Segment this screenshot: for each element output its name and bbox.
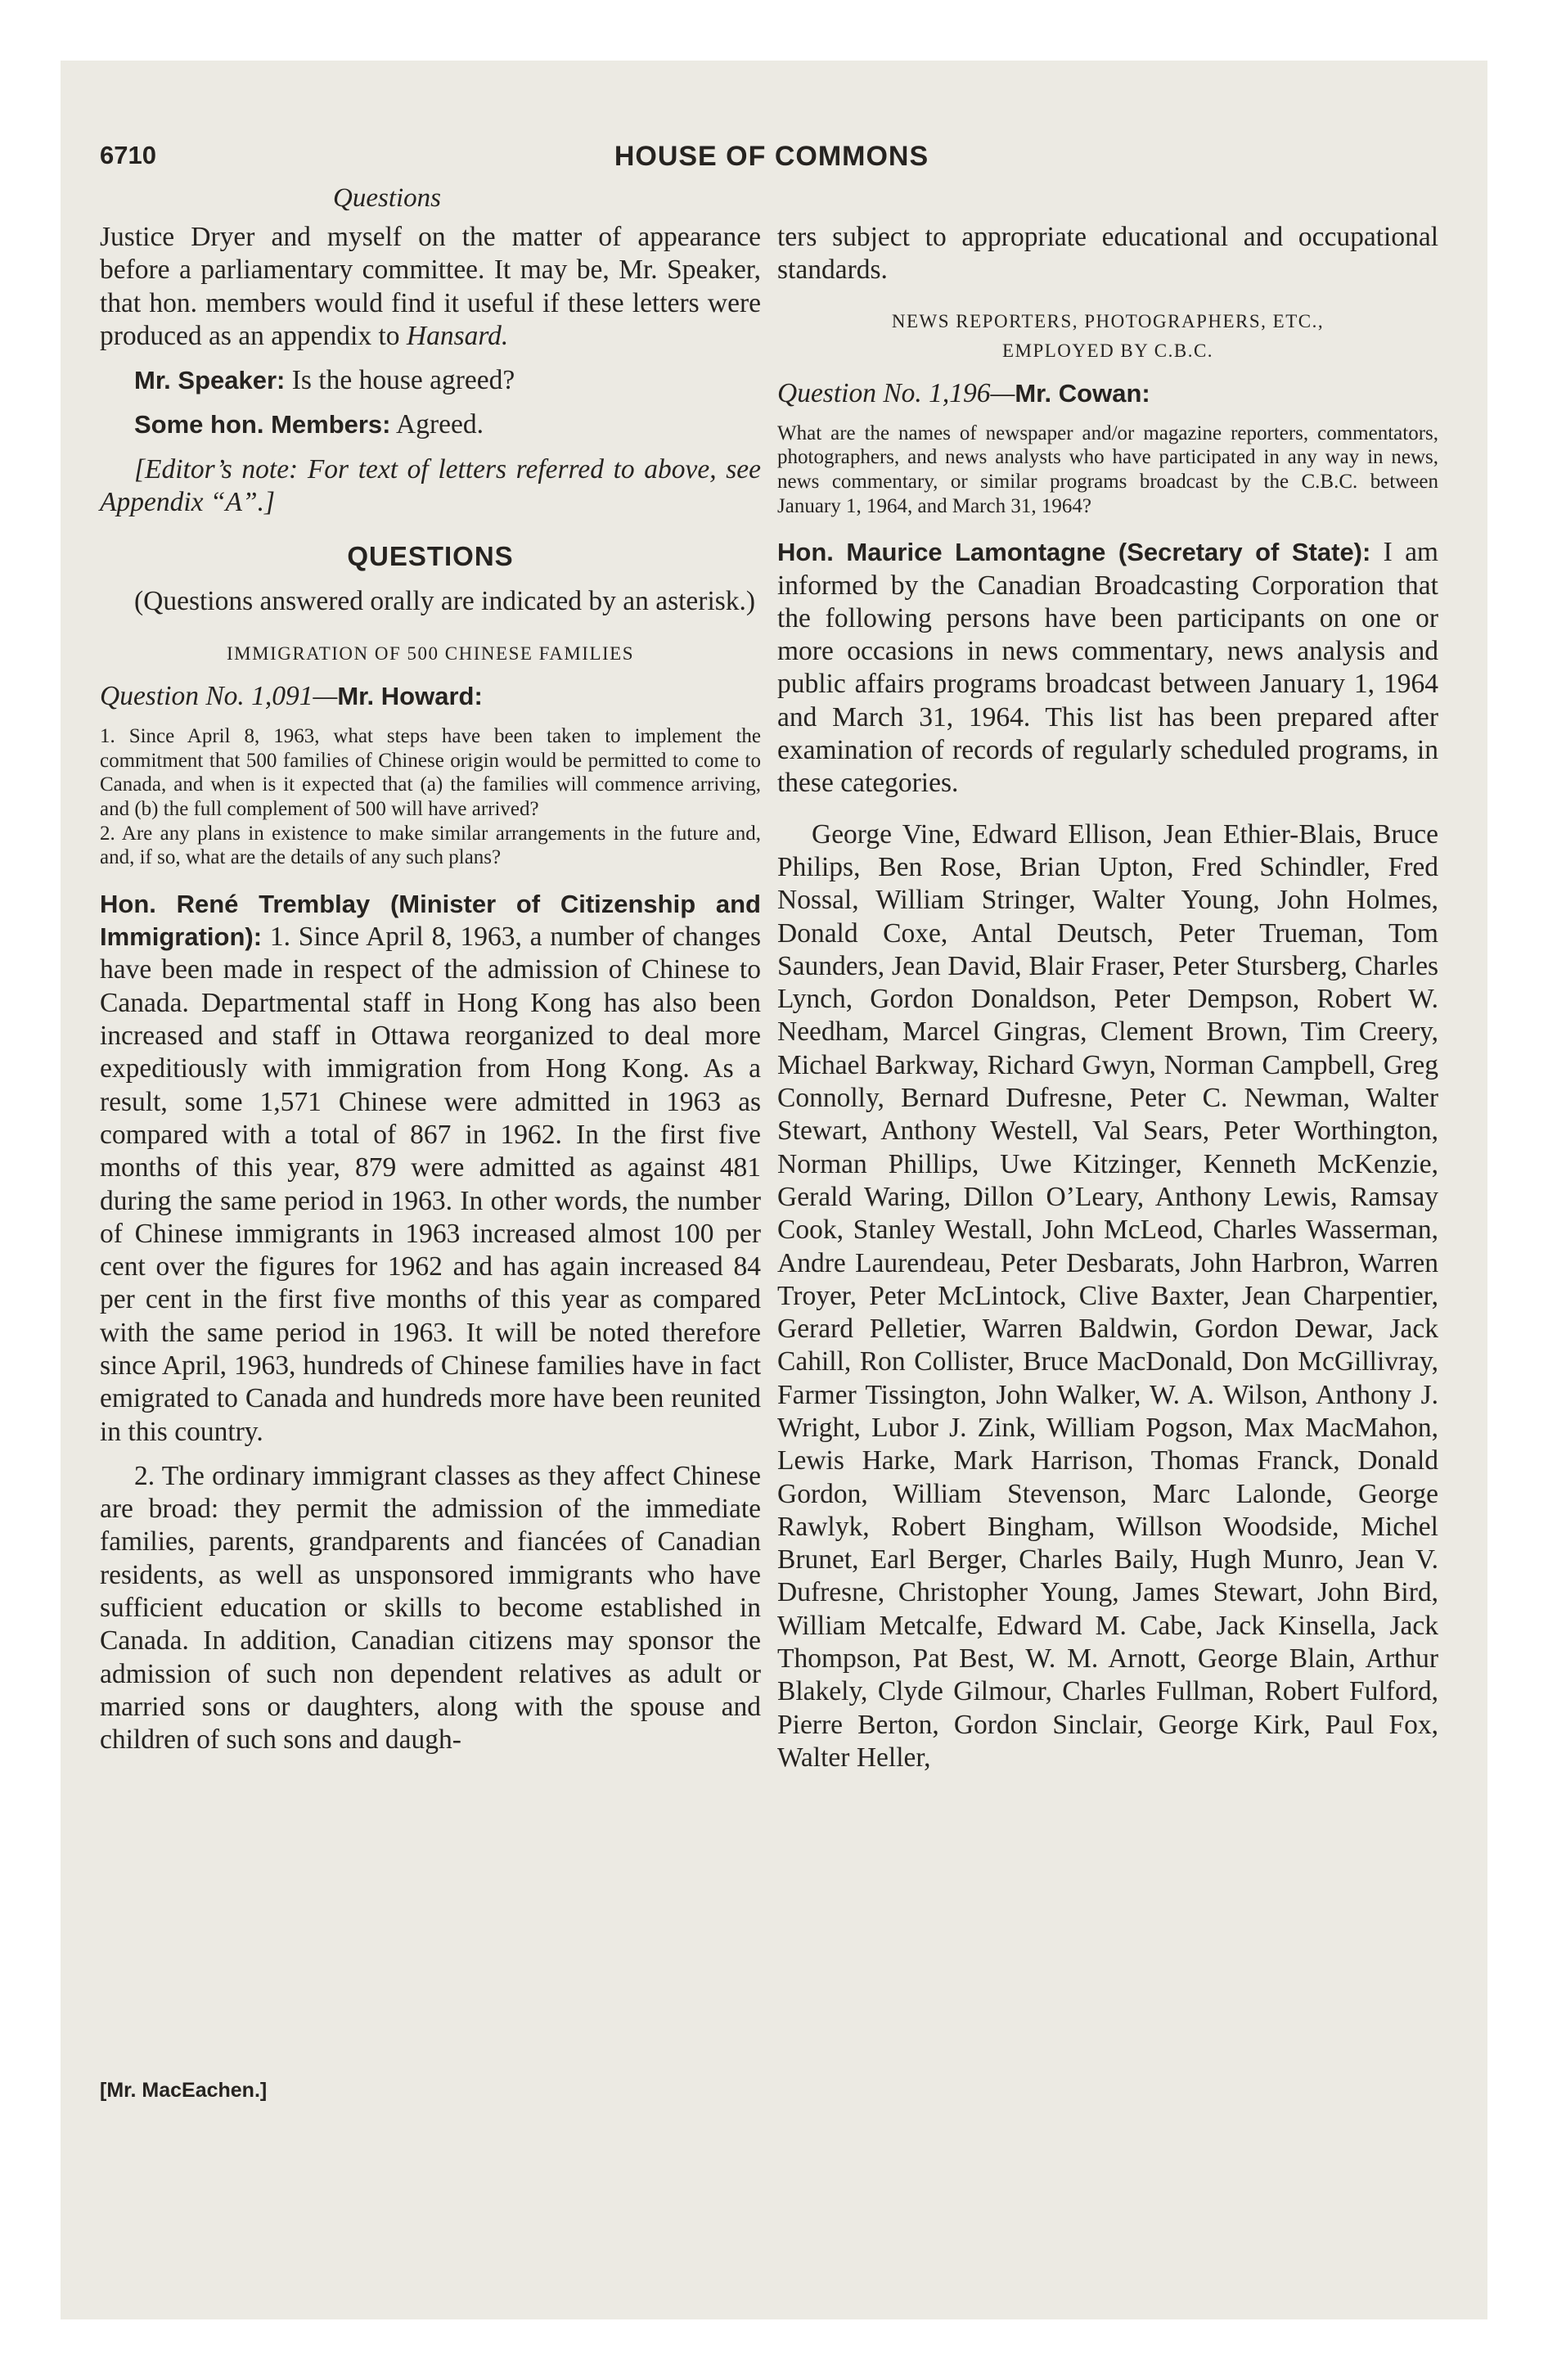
speaker-reference: [Mr. MacEachen.] xyxy=(100,2079,268,2102)
question-title: NEWS REPORTERS, PHOTOGRAPHERS, ETC., xyxy=(891,310,1325,331)
question-text: 2. Are any plans in existence to make similar arrangements in the future and, and, if so, what are the details of any such plans? xyxy=(100,822,761,869)
question-title: IMMIGRATION OF 500 CHINESE FAMILIES xyxy=(226,642,635,664)
speaker-name: Hon. Maurice Lamontagne (Secretary of State): xyxy=(777,538,1371,567)
page-number: 6710 xyxy=(100,141,156,169)
speaker-paragraph: Mr. Speaker: Is the house agreed? xyxy=(134,365,515,396)
right-column xyxy=(777,221,1438,1774)
questions-heading: QUESTIONS xyxy=(347,541,514,572)
speaker-name: Some hon. Members: xyxy=(134,410,391,439)
left-column xyxy=(100,221,761,1757)
question-label: Question No. 1,196—Mr. Cowan: xyxy=(777,377,1150,408)
questions-note: (Questions answered orally are indicated by an asterisk.) xyxy=(134,585,756,616)
members-paragraph: Some hon. Members: Agreed. xyxy=(134,409,484,440)
question-text: What are the names of newspaper and/or magazine reporters, commentators, photographers, and news analysts who have participated in any way in news, news commentary, or similar programs broadcast by the C.B.C. between January 1, 1964, and March 31, 1964? xyxy=(777,421,1438,517)
answer-paragraph: Hon. Maurice Lamontagne (Secretary of State): I am informed by the Canadian Broadcasting Corporation that the following persons have been participants on one or more occasions in news commentary, news analysis and public affairs programs broadcast between January 1, 1964 and March 31, 1964. This list has been prepared after examination of records of regularly scheduled programs, in these categories. xyxy=(777,537,1438,799)
paragraph: Justice Dryer and myself on the matter of appearance before a parliamentary committee. It may be, Mr. Speaker, that hon. members would find it useful if these letters were produced as an appendix to Hansard. xyxy=(100,222,761,351)
section-subhead: Questions xyxy=(333,183,441,213)
answer-paragraph: Hon. René Tremblay (Minister of Citizenship and Immigration): 1. Since April 8, 1963, a number of changes have been made in respect of the admission of Chinese to Canada. Departmental staff in Hong Kong has also been increased and staff in Ottawa reorganized to deal more expeditiously with immigration from Hong Kong. As a result, some 1,571 Chinese were admitted in 1963 as compared with a total of 867 in 1962. In the first five months of this year, 879 were admitted as against 481 during the same period in 1963. In other words, the number of Chinese immigrants in 1963 increased almost 100 per cent over the figures for 1962 and has again increased 84 per cent in the first five months of this year as compared with the same period in 1963. It will be noted therefore since April, 1963, hundreds of Chinese families have in fact emigrated to Canada and hundreds more have been reunited in this country. xyxy=(100,889,761,1447)
speaker-name: Hon. René Tremblay (Minister of Citizenship and Immigration): xyxy=(100,889,761,952)
page-header xyxy=(100,141,1443,185)
question-label: Question No. 1,091—Mr. Howard: xyxy=(100,680,483,711)
running-head: HOUSE OF COMMONS xyxy=(614,141,929,172)
paragraph: ters subject to appropriate educational and occupational standards. xyxy=(777,222,1438,286)
names-list: George Vine, Edward Ellison, Jean Ethier-Blais, Bruce Philips, Ben Rose, Brian Upton, Fred Schindler, Fred Nossal, William Stringer, Walter Young, John Holmes, Donald Coxe, Antal Deutsch, Peter Trueman, Tom Saunders, Jean David, Blair Fraser, Peter Stursberg, Charles Lynch, Gordon Donaldson, Peter Dempson, Robert W. Needham, Marcel Gingras, Clement Brown, Tim Creery, Michael Barkway, Richard Gwyn, Norman Campbell, Greg Connolly, Bernard Dufresne, Peter C. Newman, Walter Stewart, Anthony Westell, Val Sears, Peter Worthington, Norman Phillips, Uwe Kitzinger, Kenneth McKenzie, Gerald Waring, Dillon O’Leary, Anthony Lewis, Ramsay Cook, Stanley Westall, John McLeod, Charles Wasserman, Andre Laurendeau, Peter Desbarats, John Harbron, Warren Troyer, Peter McLintock, Clive Baxter, Jean Charpentier, Gerard Pelletier, Warren Baldwin, Gordon Dewar, Jack Cahill, Ron Collister, Bruce MacDonald, Don McGillivray, Farmer Tissington, John Walker, W. A. Wilson, Anthony J. Wright, Lubor J. Zink, William Pogson, Max MacMahon, Lewis Harke, Mark Harrison, Thomas Franck, Donald Gordon, William Stevenson, Marc Lalonde, George Rawlyk, Robert Bingham, Willson Woodside, Michel Brunet, Earl Berger, Charles Baily, Hugh Munro, Jean V. Dufresne, Christopher Young, James Stewart, John Bird, William Metcalfe, Edward M. Cabe, Jack Kinsella, Jack Thompson, Pat Best, W. M. Arnott, George Blain, Arthur Blakely, Clyde Gilmour, Charles Fullman, Robert Fulford, Pierre Berton, Gordon Sinclair, George Kirk, Paul Fox, Walter Heller, xyxy=(777,818,1438,1773)
question-text: 1. Since April 8, 1963, what steps have been taken to implement the commitment that 500 families of Chinese origin would be permitted to come to Canada, and when is it expected that (a) the families will commence arriving, and (b) the full complement of 500 will have arrived? xyxy=(100,725,761,821)
speaker-name: Mr. Speaker: xyxy=(134,366,286,395)
question-title: EMPLOYED BY C.B.C. xyxy=(1001,340,1214,361)
editor-note: [Editor’s note: For text of letters referred to above, see Appendix “A”.] xyxy=(100,453,761,518)
answer-paragraph: 2. The ordinary immigrant classes as they affect Chinese are broad: they permit the admission of the immediate families, parents, grandparents and fiancées of Canadian residents, as well as unsponsored immigrants who have sufficient education or skills to become established in Canada. In addition, Canadian citizens may sponsor the admission of such non dependent relatives as adult or married sons or daughters, along with the spouse and children of such sons and daugh- xyxy=(100,1460,761,1756)
